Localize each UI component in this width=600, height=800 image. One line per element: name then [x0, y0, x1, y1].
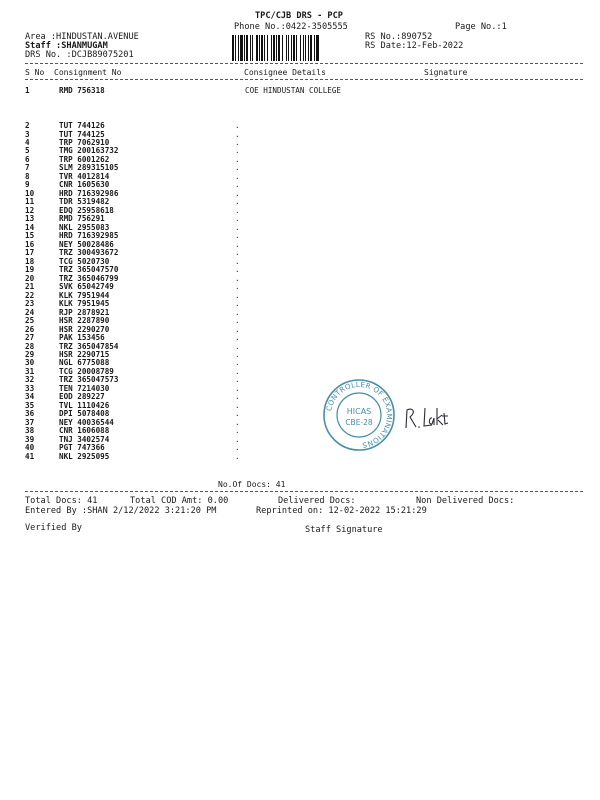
row-dot-marker: .	[235, 366, 240, 376]
row-dot-marker: .	[235, 409, 240, 419]
row-consignment: SLM 289315105	[59, 163, 119, 173]
row-sno: 22	[25, 290, 35, 300]
row-dot-marker: .	[235, 273, 240, 283]
row-dot-marker: .	[235, 146, 240, 156]
row-consignment: TNJ 3402574	[59, 434, 110, 444]
row-dot-marker: .	[235, 434, 240, 444]
row-consignment: KLK 7951945	[59, 299, 110, 309]
delivered-docs: Delivered Docs:	[278, 496, 356, 506]
rs-number: RS No.:890752	[365, 32, 433, 42]
row-dot-marker: .	[235, 214, 240, 224]
row-dot-marker: .	[235, 154, 240, 164]
row-dot-marker: .	[235, 451, 240, 461]
row-dot-marker: .	[235, 282, 240, 292]
row-dot-marker: .	[235, 231, 240, 241]
row-sno: 39	[25, 434, 35, 444]
row-consignment: TEN 7214030	[59, 383, 110, 393]
row-sno: 9	[25, 180, 30, 190]
row-sno: 30	[25, 358, 35, 368]
col-header-consignee: Consignee Details	[244, 68, 326, 77]
row-dot-marker: .	[235, 299, 240, 309]
row-consignment: KLK 7951944	[59, 290, 110, 300]
row-sno: 14	[25, 222, 35, 232]
row-consignment: CNR 1605630	[59, 180, 110, 190]
row-consignment: HSR 2287890	[59, 316, 110, 325]
row-dot-marker: .	[235, 138, 240, 147]
row-dot-marker: .	[235, 256, 240, 266]
row-consignment: TUT 744126	[59, 121, 105, 130]
row-sno: 31	[25, 366, 35, 376]
row-consignment: RJP 2878921	[59, 307, 110, 317]
row-sno: 17	[25, 248, 35, 258]
row-consignment: PAK 153456	[59, 333, 105, 342]
row-sno: 1	[25, 86, 30, 95]
page-number: Page No.:1	[455, 22, 507, 32]
col-header-consignment: Consignment No	[54, 68, 122, 77]
row-consignment: NKL 2955083	[59, 222, 110, 232]
drs-number: DRS No. :DCJB89075201	[25, 50, 134, 60]
row-consignment: TDR 5319482	[59, 197, 110, 207]
row-consignment: NKL 2925095	[59, 451, 110, 461]
row-consignment: HSR 2290715	[59, 350, 110, 359]
row-consignment: NGL 6775088	[59, 358, 110, 368]
row-sno: 36	[25, 409, 35, 419]
controller-of-examinations-stamp	[322, 378, 396, 452]
row-sno: 18	[25, 256, 35, 266]
row-consignment: TRZ 365046799	[59, 273, 119, 283]
rs-date: RS Date:12-Feb-2022	[365, 41, 464, 51]
header-divider	[25, 63, 583, 64]
barcode	[232, 35, 352, 61]
area-label: Area :HINDUSTAN.AVENUE	[25, 32, 139, 42]
row-consignment: RMD 756291	[59, 214, 105, 224]
row-consignment: TRZ 365047854	[59, 341, 119, 351]
row-sno: 12	[25, 205, 35, 215]
row-consignment: EDQ 25958618	[59, 205, 114, 215]
row-dot-marker: .	[235, 248, 240, 258]
row-consignment: TRZ 365047570	[59, 265, 119, 275]
row-dot-marker: .	[235, 443, 240, 453]
row-dot-marker: .	[235, 392, 240, 402]
staff-label: Staff :SHANMUGAM	[25, 41, 108, 51]
row-sno: 32	[25, 375, 35, 385]
row-dot-marker: .	[235, 358, 240, 368]
row-dot-marker: .	[235, 163, 240, 173]
row-consignment: TUT 744125	[59, 129, 105, 139]
row-dot-marker: .	[235, 400, 240, 410]
row-sno: 10	[25, 188, 35, 198]
row-consignment: TRP 6001262	[59, 154, 110, 164]
row-consignment: RMD 756318	[59, 86, 105, 95]
row-sno: 33	[25, 383, 35, 393]
row-dot-marker: .	[235, 350, 240, 359]
row-sno: 21	[25, 282, 35, 292]
row-dot-marker: .	[235, 265, 240, 275]
row-sno: 15	[25, 231, 35, 241]
row-consignment: HRD 716392985	[59, 231, 119, 241]
row-sno: 35	[25, 400, 35, 410]
row-consignment: CNR 1606088	[59, 426, 110, 436]
row-sno: 20	[25, 273, 35, 283]
col-header-sno: S No	[25, 68, 45, 77]
row-dot-marker: .	[235, 333, 240, 342]
row-dot-marker: .	[235, 316, 240, 325]
row-sno: 26	[25, 324, 35, 334]
row-consignment: DPI 5078408	[59, 409, 110, 419]
document-title: TPC/CJB DRS - PCP	[255, 11, 343, 21]
row-consignment: TVL 1110426	[59, 400, 110, 410]
no-of-docs: No.Of Docs: 41	[218, 480, 286, 489]
row-dot-marker: .	[235, 188, 240, 198]
row-consignment: HSR 2290270	[59, 324, 110, 334]
row-consignment: HRD 716392986	[59, 188, 119, 198]
row-dot-marker: .	[235, 290, 240, 300]
handwritten-signature	[403, 404, 451, 432]
row-dot-marker: .	[235, 222, 240, 232]
row-sno: 24	[25, 307, 35, 317]
row-sno: 6	[25, 154, 30, 164]
row-dot-marker: .	[235, 197, 240, 207]
row-consignment: TVR 4012814	[59, 171, 110, 181]
row-sno: 13	[25, 214, 35, 224]
row-sno: 34	[25, 392, 35, 402]
row-dot-marker: .	[235, 307, 240, 317]
row-sno: 37	[25, 417, 35, 427]
row-consignment: TMG 200163732	[59, 146, 119, 156]
row-sno: 38	[25, 426, 35, 436]
row-dot-marker: .	[235, 375, 240, 385]
row-sno: 23	[25, 299, 35, 309]
row-sno: 28	[25, 341, 35, 351]
row-dot-marker: .	[235, 383, 240, 393]
row-sno: 2	[25, 121, 30, 130]
row-dot-marker: .	[235, 180, 240, 190]
row-dot-marker: .	[235, 171, 240, 181]
row-consignment: NEY 40036544	[59, 417, 114, 427]
row-sno: 3	[25, 129, 30, 139]
footer-divider	[25, 491, 583, 492]
non-delivered-docs: Non Delivered Docs:	[416, 496, 515, 506]
phone-number: Phone No.:0422-3505555	[234, 22, 348, 32]
row-sno: 27	[25, 333, 35, 342]
reprinted-on: Reprinted on: 12-02-2022 15:21:29	[256, 506, 427, 516]
verified-by: Verified By	[25, 523, 82, 533]
row-dot-marker: .	[235, 426, 240, 436]
row-consignee: COE HINDUSTAN COLLEGE	[245, 86, 342, 95]
row-consignment: TRP 7062910	[59, 138, 110, 147]
row-dot-marker: .	[235, 341, 240, 351]
row-sno: 8	[25, 171, 30, 181]
row-consignment: TCG 20008789	[59, 366, 114, 376]
row-consignment: TRZ 365047573	[59, 375, 119, 385]
row-consignment: EOD 289227	[59, 392, 105, 402]
stamp-line-2: CBE-28	[345, 418, 373, 427]
row-sno: 19	[25, 265, 35, 275]
stamp-line-1: HICAS	[346, 407, 372, 416]
row-sno: 40	[25, 443, 35, 453]
row-dot-marker: .	[235, 324, 240, 334]
row-dot-marker: .	[235, 121, 240, 130]
stamp-ring-text: CONTROLLER OF EXAMINATIONS	[324, 379, 395, 450]
row-sno: 4	[25, 138, 30, 147]
staff-signature: Staff Signature	[305, 525, 383, 535]
row-dot-marker: .	[235, 239, 240, 249]
entered-by: Entered By :SHAN 2/12/2022 3:21:20 PM	[25, 506, 217, 516]
row-dot-marker: .	[235, 417, 240, 427]
row-consignment: NEY 50028486	[59, 239, 114, 249]
total-cod-amount: Total COD Amt: 0.00	[130, 496, 229, 506]
row-sno: 11	[25, 197, 35, 207]
row-sno: 5	[25, 146, 30, 156]
row-consignment: TRZ 300493672	[59, 248, 119, 258]
total-docs: Total Docs: 41	[25, 496, 98, 506]
row-dot-marker: .	[235, 205, 240, 215]
col-header-signature: Signature	[424, 68, 468, 77]
row-sno: 16	[25, 239, 35, 249]
row-consignment: PGT 747366	[59, 443, 105, 453]
barcode-bar	[319, 35, 320, 61]
column-header-divider	[25, 79, 583, 80]
row-sno: 41	[25, 451, 35, 461]
row-sno: 25	[25, 316, 35, 325]
row-consignment: SVK 65042749	[59, 282, 114, 292]
row-dot-marker: .	[235, 129, 240, 139]
row-sno: 7	[25, 163, 30, 173]
row-consignment: TCG 5020730	[59, 256, 110, 266]
row-sno: 29	[25, 350, 35, 359]
